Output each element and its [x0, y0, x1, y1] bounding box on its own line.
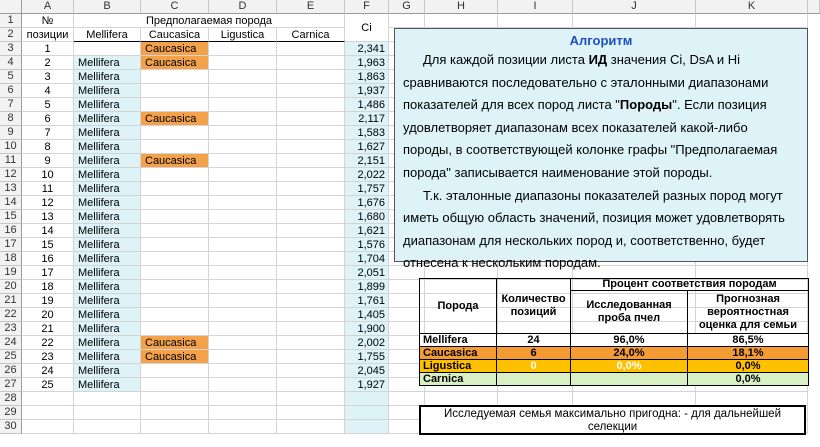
caucasica-cell[interactable]: [141, 294, 209, 308]
row-number-cell[interactable]: 24: [22, 364, 74, 378]
row-number-cell[interactable]: 10: [22, 168, 74, 182]
ligustica-cell[interactable]: [209, 378, 277, 392]
ci-value-cell[interactable]: 2,341: [345, 42, 389, 56]
mellifera-cell[interactable]: Mellifera: [74, 378, 141, 392]
caucasica-cell[interactable]: [141, 182, 209, 196]
summary-breed-caucasica: Caucasica: [419, 346, 497, 360]
algorithm-title: Алгоритм: [569, 33, 633, 48]
summary-forecast: 86,5%: [687, 333, 809, 347]
row-header-18[interactable]: 18: [0, 252, 22, 266]
row-number-cell[interactable]: 5: [22, 98, 74, 112]
column-header-d[interactable]: D: [209, 0, 277, 14]
empty-cell[interactable]: [141, 392, 209, 406]
empty-cell[interactable]: [425, 14, 498, 28]
mellifera-cell[interactable]: Mellifera: [74, 112, 141, 126]
mellifera-cell[interactable]: Mellifera: [74, 210, 141, 224]
row-header-10[interactable]: 10: [0, 140, 22, 154]
caucasica-cell[interactable]: [141, 224, 209, 238]
ci-value-cell[interactable]: 2,002: [345, 336, 389, 350]
ligustica-cell[interactable]: [209, 210, 277, 224]
row-header-7[interactable]: 7: [0, 98, 22, 112]
carnica-cell[interactable]: [277, 70, 345, 84]
empty-cell[interactable]: [209, 392, 277, 406]
caucasica-cell[interactable]: [141, 70, 209, 84]
carnica-cell[interactable]: [277, 308, 345, 322]
carnica-cell[interactable]: [277, 364, 345, 378]
ci-value-cell[interactable]: 1,927: [345, 378, 389, 392]
ligustica-cell[interactable]: [209, 84, 277, 98]
row-header-15[interactable]: 15: [0, 210, 22, 224]
summary-header-percent: Процент соответствия породам: [570, 278, 809, 291]
caucasica-cell[interactable]: [141, 126, 209, 140]
column-header-e[interactable]: E: [277, 0, 345, 14]
row-header-6[interactable]: 6: [0, 84, 22, 98]
carnica-cell[interactable]: [277, 56, 345, 70]
caucasica-cell[interactable]: [141, 322, 209, 336]
row-header-27[interactable]: 27: [0, 378, 22, 392]
ligustica-cell[interactable]: [209, 308, 277, 322]
ligustica-cell[interactable]: [209, 140, 277, 154]
summary-sample: 0,0%: [570, 359, 688, 373]
empty-cell[interactable]: [22, 420, 74, 434]
summary-sample: [570, 372, 688, 386]
ci-value-cell[interactable]: 1,761: [345, 294, 389, 308]
row-header-20[interactable]: 20: [0, 280, 22, 294]
summary-header-sample: Исследованная проба пчел: [570, 290, 688, 334]
summary-forecast: 0,0%: [687, 372, 809, 386]
row-number-cell[interactable]: 11: [22, 182, 74, 196]
row-number-cell[interactable]: 13: [22, 210, 74, 224]
row-number-cell[interactable]: 22: [22, 336, 74, 350]
empty-cell[interactable]: [498, 14, 573, 28]
ci-empty-cell[interactable]: [345, 392, 389, 406]
row-number-cell[interactable]: 9: [22, 154, 74, 168]
empty-cell[interactable]: [74, 420, 141, 434]
ci-value-cell[interactable]: 2,117: [345, 112, 389, 126]
row-header-9[interactable]: 9: [0, 126, 22, 140]
row-number-cell[interactable]: 14: [22, 224, 74, 238]
ligustica-cell[interactable]: [209, 98, 277, 112]
ligustica-cell[interactable]: [209, 364, 277, 378]
caucasica-cell[interactable]: [141, 98, 209, 112]
row-number-cell[interactable]: 4: [22, 84, 74, 98]
ligustica-cell[interactable]: [209, 70, 277, 84]
column-header-h[interactable]: H: [425, 0, 498, 14]
column-header-i[interactable]: I: [498, 0, 573, 14]
row-number-cell[interactable]: 8: [22, 140, 74, 154]
empty-cell[interactable]: [573, 392, 696, 406]
summary-breed-carnica: Carnica: [419, 372, 497, 386]
ligustica-cell[interactable]: [209, 322, 277, 336]
ligustica-cell[interactable]: [209, 336, 277, 350]
row-number-cell[interactable]: 7: [22, 126, 74, 140]
conclusion-note: Исследуемая семья максимально пригодна: - для дальнейшей селекции: [419, 405, 806, 435]
p1-text-breeds: Породы: [619, 97, 673, 113]
carnica-cell[interactable]: [277, 252, 345, 266]
empty-cell[interactable]: [74, 406, 141, 420]
row-header-17[interactable]: 17: [0, 238, 22, 252]
empty-cell[interactable]: [277, 406, 345, 420]
ci-value-cell[interactable]: 2,045: [345, 364, 389, 378]
mellifera-cell[interactable]: Mellifera: [74, 98, 141, 112]
row-number-cell[interactable]: 23: [22, 350, 74, 364]
caucasica-cell[interactable]: [141, 238, 209, 252]
header-ci-cell[interactable]: Ci: [345, 14, 389, 42]
summary-sample: 24,0%: [570, 346, 688, 360]
column-header-f[interactable]: F: [345, 0, 389, 14]
header-breed-caucasica[interactable]: Caucasica: [141, 28, 209, 42]
ligustica-cell[interactable]: [209, 224, 277, 238]
carnica-cell[interactable]: [277, 210, 345, 224]
caucasica-cell[interactable]: Caucasica: [141, 336, 209, 350]
ci-value-cell[interactable]: 1,676: [345, 196, 389, 210]
empty-cell[interactable]: [498, 392, 573, 406]
p1-text-id: ИД: [588, 52, 608, 67]
carnica-cell[interactable]: [277, 126, 345, 140]
row-header-24[interactable]: 24: [0, 336, 22, 350]
empty-cell[interactable]: [696, 392, 808, 406]
empty-cell[interactable]: [74, 392, 141, 406]
empty-cell[interactable]: [22, 392, 74, 406]
ci-value-cell[interactable]: 2,051: [345, 266, 389, 280]
row-header-22[interactable]: 22: [0, 308, 22, 322]
row-number-cell[interactable]: 17: [22, 266, 74, 280]
summary-forecast: 0,0%: [687, 359, 809, 373]
summary-header-count: Количество позиций: [496, 278, 571, 334]
row-number-cell[interactable]: 3: [22, 70, 74, 84]
summary-count: 0: [496, 359, 571, 373]
row-number-cell[interactable]: 1: [22, 42, 74, 56]
algorithm-textbox: [394, 28, 808, 271]
mellifera-cell[interactable]: Mellifera: [74, 182, 141, 196]
mellifera-cell[interactable]: Mellifera: [74, 238, 141, 252]
ci-empty-cell[interactable]: [345, 406, 389, 420]
caucasica-cell[interactable]: [141, 280, 209, 294]
p1-text-e: ". Если позиция удовлетворяет диапазонам всех показателей какой-либо породы, в соответствующей колонке графы "Предполагаемая порода" записывается наименование этой породы.: [403, 97, 778, 180]
summary-count: [496, 372, 571, 386]
ci-value-cell[interactable]: 1,486: [345, 98, 389, 112]
caucasica-cell[interactable]: Caucasica: [141, 350, 209, 364]
row-header-28[interactable]: 28: [0, 392, 22, 406]
mellifera-cell[interactable]: Mellifera: [74, 196, 141, 210]
header-breed-mellifera[interactable]: Mellifera: [74, 28, 141, 42]
mellifera-cell[interactable]: [74, 42, 141, 56]
caucasica-cell[interactable]: [141, 308, 209, 322]
mellifera-cell[interactable]: Mellifera: [74, 294, 141, 308]
mellifera-cell[interactable]: Mellifera: [74, 364, 141, 378]
ci-value-cell[interactable]: 1,680: [345, 210, 389, 224]
header-breed-carnica[interactable]: Carnica: [277, 28, 345, 42]
caucasica-cell[interactable]: Caucasica: [141, 56, 209, 70]
row-number-cell[interactable]: 12: [22, 196, 74, 210]
row-header-11[interactable]: 11: [0, 154, 22, 168]
summary-header-forecast: Прогнозная вероятностная оценка для семьи: [687, 290, 809, 334]
row-header-2[interactable]: 2: [0, 28, 22, 42]
carnica-cell[interactable]: [277, 322, 345, 336]
caucasica-cell[interactable]: [141, 168, 209, 182]
ci-value-cell[interactable]: 1,937: [345, 84, 389, 98]
caucasica-cell[interactable]: Caucasica: [141, 42, 209, 56]
carnica-cell[interactable]: [277, 224, 345, 238]
summary-forecast: 18,1%: [687, 346, 809, 360]
summary-count: 6: [496, 346, 571, 360]
carnica-cell[interactable]: [277, 140, 345, 154]
mellifera-cell[interactable]: Mellifera: [74, 252, 141, 266]
ci-value-cell[interactable]: 1,583: [345, 126, 389, 140]
mellifera-cell[interactable]: Mellifera: [74, 70, 141, 84]
ci-value-cell[interactable]: 1,757: [345, 182, 389, 196]
row-header-13[interactable]: 13: [0, 182, 22, 196]
ci-value-cell[interactable]: 1,899: [345, 280, 389, 294]
empty-cell[interactable]: [389, 392, 425, 406]
row-header-1[interactable]: 1: [0, 14, 22, 28]
ci-value-cell[interactable]: 2,022: [345, 168, 389, 182]
row-header-19[interactable]: 19: [0, 266, 22, 280]
caucasica-cell[interactable]: [141, 266, 209, 280]
summary-sample: 96,0%: [570, 333, 688, 347]
ci-empty-cell[interactable]: [345, 420, 389, 434]
row-header-16[interactable]: 16: [0, 224, 22, 238]
algorithm-paragraph-2: Т.к. эталонные диапазоны показателей разных пород могут иметь общую область значений, позиция может удовлетворять диапазонам для нескольких пород и, соответственно, будет отнесена к нескольким породам.: [403, 187, 785, 271]
ci-value-cell[interactable]: 1,704: [345, 252, 389, 266]
header-no-cell[interactable]: №: [22, 14, 74, 28]
carnica-cell[interactable]: [277, 294, 345, 308]
mellifera-cell[interactable]: Mellifera: [74, 56, 141, 70]
row-number-cell[interactable]: 16: [22, 252, 74, 266]
carnica-cell[interactable]: [277, 154, 345, 168]
column-header-extra[interactable]: [808, 0, 820, 14]
carnica-cell[interactable]: [277, 238, 345, 252]
p1-text-c: значения Ci, DsA и Hi сравниваются последовательно с эталонными диапазонами показателей для всех пород листа ": [403, 52, 769, 113]
row-number-cell[interactable]: 20: [22, 308, 74, 322]
carnica-cell[interactable]: [277, 98, 345, 112]
row-header-25[interactable]: 25: [0, 350, 22, 364]
mellifera-cell[interactable]: Mellifera: [74, 308, 141, 322]
row-header-29[interactable]: 29: [0, 406, 22, 420]
empty-cell[interactable]: [209, 406, 277, 420]
ci-value-cell[interactable]: 1,863: [345, 70, 389, 84]
algorithm-paragraph-1: [403, 49, 799, 185]
ligustica-cell[interactable]: [209, 182, 277, 196]
row-number-cell[interactable]: 6: [22, 112, 74, 126]
ci-value-cell[interactable]: 2,151: [345, 154, 389, 168]
column-header-a[interactable]: A: [22, 0, 74, 14]
ligustica-cell[interactable]: [209, 196, 277, 210]
summary-header-breed: Порода: [419, 278, 497, 334]
row-header-3[interactable]: 3: [0, 42, 22, 56]
caucasica-cell[interactable]: [141, 364, 209, 378]
ligustica-cell[interactable]: [209, 280, 277, 294]
ligustica-cell[interactable]: [209, 266, 277, 280]
carnica-cell[interactable]: [277, 350, 345, 364]
empty-cell[interactable]: [141, 406, 209, 420]
empty-cell[interactable]: [277, 420, 345, 434]
summary-breed-ligustica: Ligustica: [419, 359, 497, 373]
p1-text-a: Для каждой позиции листа: [423, 52, 589, 67]
mellifera-cell[interactable]: Mellifera: [74, 154, 141, 168]
row-header-14[interactable]: 14: [0, 196, 22, 210]
carnica-cell[interactable]: [277, 84, 345, 98]
carnica-cell[interactable]: [277, 280, 345, 294]
ligustica-cell[interactable]: [209, 168, 277, 182]
empty-cell[interactable]: [141, 420, 209, 434]
caucasica-cell[interactable]: [141, 210, 209, 224]
row-header-8[interactable]: 8: [0, 112, 22, 126]
carnica-cell[interactable]: [277, 336, 345, 350]
ligustica-cell[interactable]: [209, 294, 277, 308]
empty-cell[interactable]: [389, 14, 425, 28]
row-header-26[interactable]: 26: [0, 364, 22, 378]
column-header-b[interactable]: B: [74, 0, 141, 14]
mellifera-cell[interactable]: Mellifera: [74, 84, 141, 98]
caucasica-cell[interactable]: [141, 196, 209, 210]
ci-value-cell[interactable]: 1,576: [345, 238, 389, 252]
ci-value-cell[interactable]: 1,755: [345, 350, 389, 364]
ligustica-cell[interactable]: [209, 154, 277, 168]
ligustica-cell[interactable]: [209, 112, 277, 126]
row-header-4[interactable]: 4: [0, 56, 22, 70]
carnica-cell[interactable]: [277, 168, 345, 182]
mellifera-cell[interactable]: Mellifera: [74, 224, 141, 238]
empty-cell[interactable]: [573, 14, 696, 28]
empty-cell[interactable]: [696, 14, 808, 28]
carnica-cell[interactable]: [277, 42, 345, 56]
ci-value-cell[interactable]: 1,900: [345, 322, 389, 336]
mellifera-cell[interactable]: Mellifera: [74, 322, 141, 336]
mellifera-cell[interactable]: Mellifera: [74, 266, 141, 280]
column-header-k[interactable]: K: [696, 0, 808, 14]
select-all-corner[interactable]: [0, 0, 22, 14]
caucasica-cell[interactable]: [141, 378, 209, 392]
ci-value-cell[interactable]: 1,621: [345, 224, 389, 238]
mellifera-cell[interactable]: Mellifera: [74, 280, 141, 294]
carnica-cell[interactable]: [277, 182, 345, 196]
header-breed-title[interactable]: Предполагаемая порода: [74, 14, 345, 28]
empty-cell[interactable]: [425, 392, 498, 406]
empty-cell[interactable]: [22, 406, 74, 420]
ligustica-cell[interactable]: [209, 42, 277, 56]
mellifera-cell[interactable]: Mellifera: [74, 168, 141, 182]
carnica-cell[interactable]: [277, 196, 345, 210]
empty-cell[interactable]: [209, 420, 277, 434]
mellifera-cell[interactable]: Mellifera: [74, 336, 141, 350]
column-header-g[interactable]: G: [389, 0, 425, 14]
row-header-12[interactable]: 12: [0, 168, 22, 182]
empty-cell[interactable]: [277, 392, 345, 406]
row-number-cell[interactable]: 21: [22, 322, 74, 336]
column-header-c[interactable]: C: [141, 0, 209, 14]
ci-value-cell[interactable]: 1,627: [345, 140, 389, 154]
carnica-cell[interactable]: [277, 378, 345, 392]
row-header-23[interactable]: 23: [0, 322, 22, 336]
summary-breed-mellifera: Mellifera: [419, 333, 497, 347]
ligustica-cell[interactable]: [209, 126, 277, 140]
column-header-j[interactable]: J: [573, 0, 696, 14]
ligustica-cell[interactable]: [209, 56, 277, 70]
ci-value-cell[interactable]: 1,963: [345, 56, 389, 70]
row-number-cell[interactable]: 2: [22, 56, 74, 70]
mellifera-cell[interactable]: Mellifera: [74, 350, 141, 364]
row-number-cell[interactable]: 19: [22, 294, 74, 308]
mellifera-cell[interactable]: Mellifera: [74, 140, 141, 154]
ci-value-cell[interactable]: 1,405: [345, 308, 389, 322]
ligustica-cell[interactable]: [209, 238, 277, 252]
carnica-cell[interactable]: [277, 112, 345, 126]
row-header-21[interactable]: 21: [0, 294, 22, 308]
ligustica-cell[interactable]: [209, 350, 277, 364]
header-position-cell[interactable]: позиции: [22, 28, 74, 42]
ligustica-cell[interactable]: [209, 252, 277, 266]
caucasica-cell[interactable]: Caucasica: [141, 154, 209, 168]
caucasica-cell[interactable]: Caucasica: [141, 112, 209, 126]
row-number-cell[interactable]: 18: [22, 280, 74, 294]
caucasica-cell[interactable]: [141, 252, 209, 266]
header-breed-ligustica[interactable]: Ligustica: [209, 28, 277, 42]
row-number-cell[interactable]: 25: [22, 378, 74, 392]
summary-count: 24: [496, 333, 571, 347]
mellifera-cell[interactable]: Mellifera: [74, 126, 141, 140]
row-header-5[interactable]: 5: [0, 70, 22, 84]
carnica-cell[interactable]: [277, 266, 345, 280]
row-header-30[interactable]: 30: [0, 420, 22, 434]
caucasica-cell[interactable]: [141, 140, 209, 154]
row-number-cell[interactable]: 15: [22, 238, 74, 252]
caucasica-cell[interactable]: [141, 84, 209, 98]
